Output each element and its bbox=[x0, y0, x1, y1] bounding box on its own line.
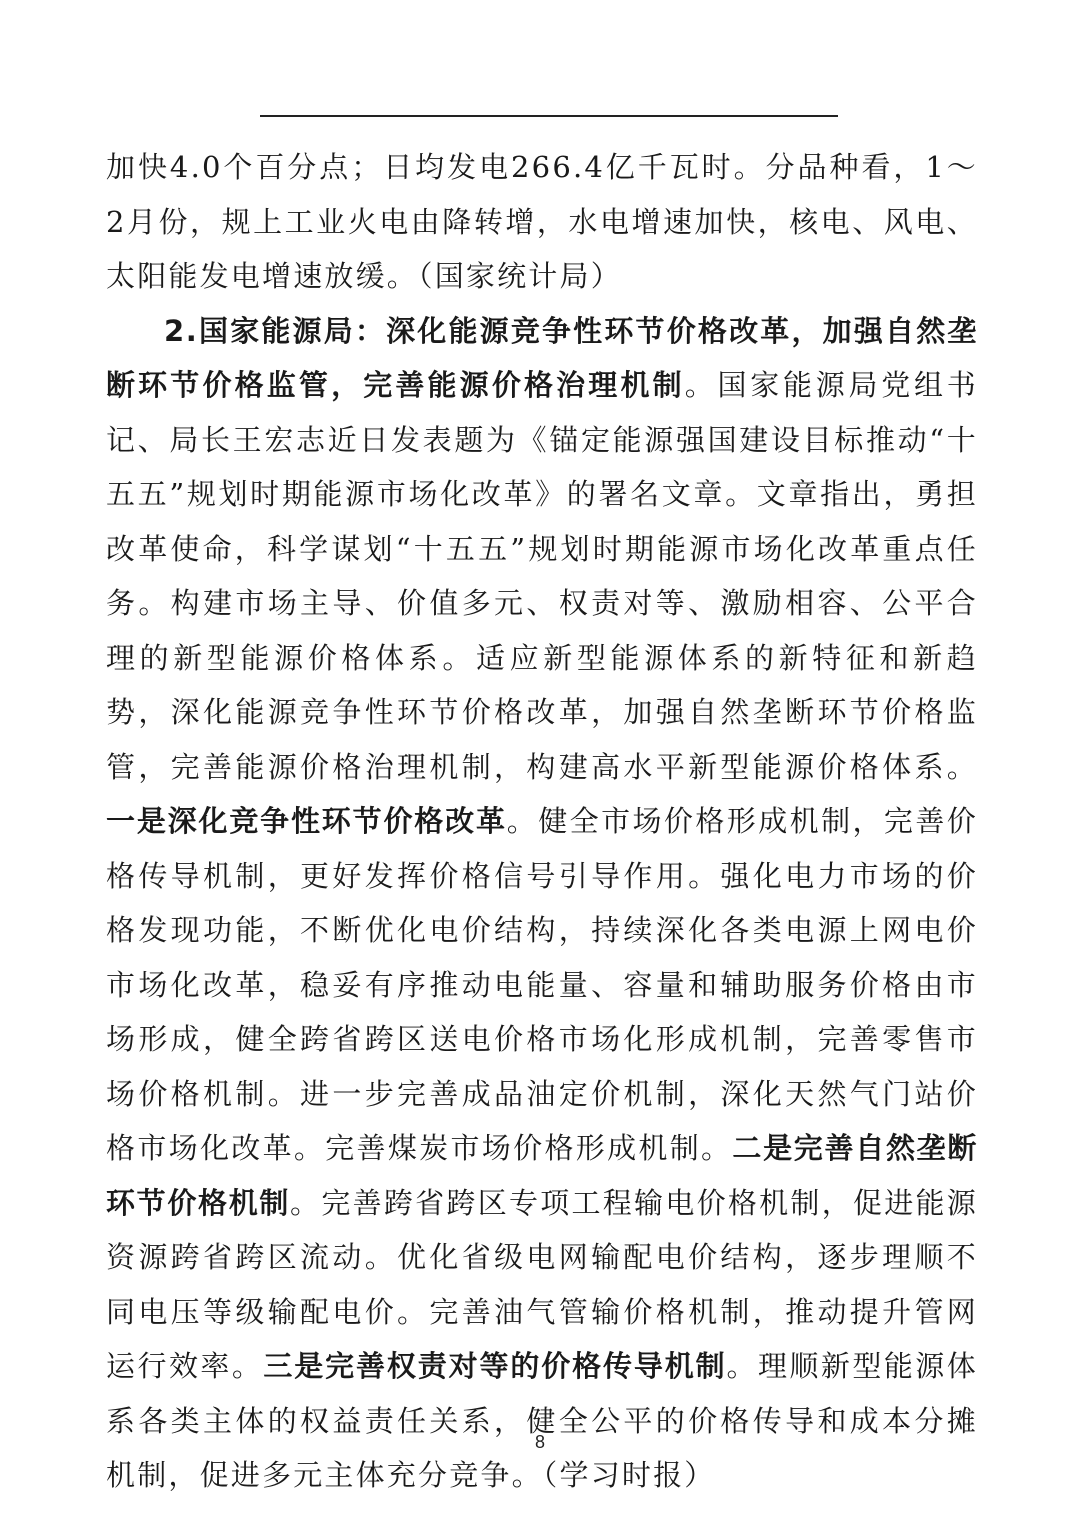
point-2-text: 。完善跨省跨区专项工程输电价格机制，促进能源资源跨省跨区流动。优化省级电网输配电价结构，逐步理顺不同电压等级输配电价。完善油气管输价格机制，推动提升管网运行效率。 bbox=[106, 1185, 978, 1383]
document-body bbox=[106, 140, 978, 1503]
point-3-heading: 三是完善权责对等的价格传导机制 bbox=[263, 1349, 727, 1383]
paragraph-energy-reform bbox=[106, 304, 978, 1503]
header-rule bbox=[260, 115, 838, 117]
paragraph-statistics bbox=[106, 140, 978, 304]
point-1-heading: 一是深化竞争性环节价格改革 bbox=[106, 804, 507, 838]
point-1-text: 。健全市场价格形成机制，完善价格传导机制，更好发挥价格信号引导作用。强化电力市场的价格发现功能，不断优化电价结构，持续深化各类电源上网电价市场化改革，稳妥有序推动电能量、容量和辅助服务价格由市场形成，健全跨省跨区送电价格市场化形成机制，完善零售市场价格机制。进一步完善成品油定价机制，深化天然气门站价格市场化改革。完善煤炭市场价格形成机制。 bbox=[106, 804, 978, 1165]
point-2-heading: 二是完善自然垄断环节价格机制 bbox=[106, 1131, 978, 1220]
body-text: 。国家能源局党组书记、局长王宏志近日发表题为《锚定能源强国建设目标推动“十五五”规划时期能源市场化改革》的署名文章。文章指出，勇担改革使命，科学谋划“十五五”规划时期能源市场化改革重点任务。构建市场主导、价值多元、权责对等、激励相容、公平合理的新型能源价格体系。适应新型能源体系的新特征和新趋势，深化能源竞争性环节价格改革，加强自然垄断环节价格监管，完善能源价格治理机制，构建高水平新型能源价格体系。 bbox=[106, 368, 978, 784]
section-heading: 2.国家能源局：深化能源竞争性环节价格改革，加强自然垄断环节价格监管，完善能源价格治理机制 bbox=[106, 313, 978, 402]
page-number: 8 bbox=[534, 1432, 545, 1452]
point-3-text: 。理顺新型能源体系各类主体的权益责任关系，健全公平的价格传导和成本分摊机制，促进多元主体充分竞争。（学习时报） bbox=[106, 1349, 978, 1492]
paragraph-statistics-text: 加快4.0个百分点；日均发电266.4亿千瓦时。分品种看，1～2月份，规上工业火电由降转增，水电增速加快，核电、风电、太阳能发电增速放缓。（国家统计局） bbox=[106, 150, 978, 293]
